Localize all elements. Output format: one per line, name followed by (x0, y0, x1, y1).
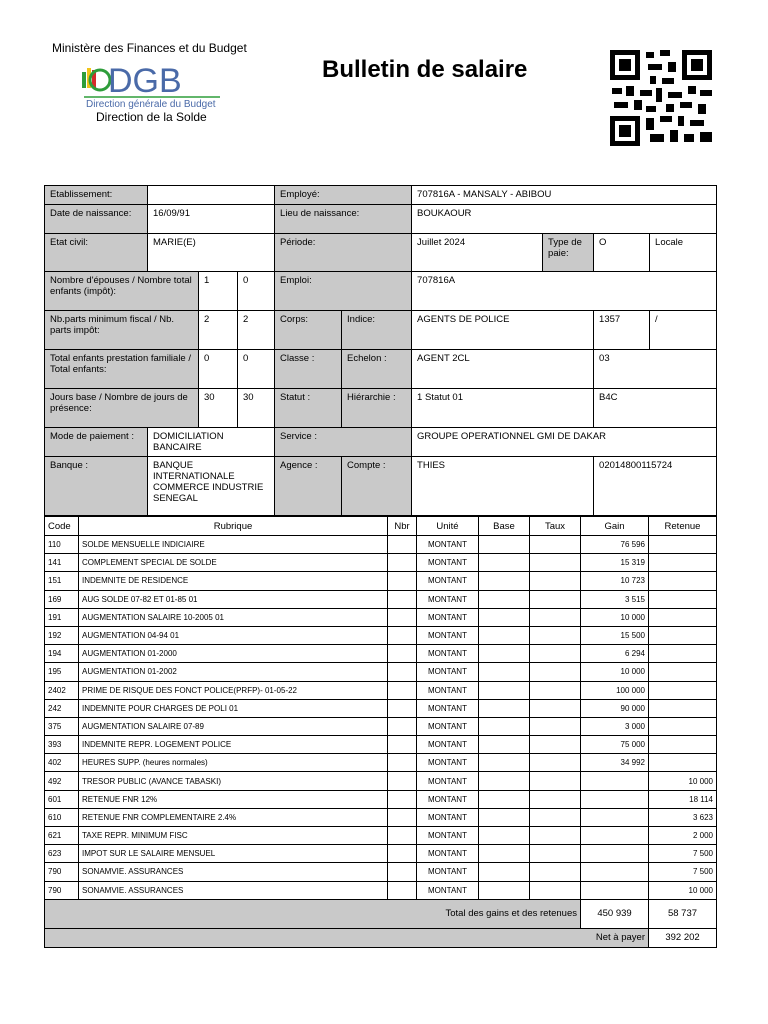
employe-value: 707816A - MANSALY - ABIBOU (412, 186, 717, 205)
line-retenue: 7 500 (649, 863, 717, 881)
line-gain (581, 881, 649, 899)
line-code: 492 (45, 772, 79, 790)
line-gain: 15 319 (581, 554, 649, 572)
line-code: 151 (45, 572, 79, 590)
type-paie-label: Type de paie: (543, 234, 594, 272)
line-base (479, 808, 530, 826)
line-code: 790 (45, 863, 79, 881)
line-retenue (649, 554, 717, 572)
line-retenue: 3 623 (649, 808, 717, 826)
line-nbr (388, 845, 417, 863)
line-nbr (388, 772, 417, 790)
line-code: 194 (45, 645, 79, 663)
line-unite: MONTANT (417, 590, 479, 608)
etat-civil-value: MARIE(E) (148, 234, 275, 272)
line-rubrique: AUGMENTATION 01-2002 (79, 663, 388, 681)
line-nbr (388, 626, 417, 644)
line-nbr (388, 572, 417, 590)
compte-value: 02014800115724 (594, 457, 717, 516)
logo-text: DGB (108, 62, 182, 100)
col-taux: Taux (530, 517, 581, 536)
line-code: 601 (45, 790, 79, 808)
ministry-name: Ministère des Finances et du Budget (52, 41, 247, 55)
col-unite: Unité (417, 517, 479, 536)
banque-value: BANQUE INTERNATIONALE COMMERCE INDUSTRIE SENEGAL (148, 457, 275, 516)
line-gain (581, 827, 649, 845)
jours-value-1: 30 (199, 389, 238, 428)
col-rubrique: Rubrique (79, 517, 388, 536)
col-base: Base (479, 517, 530, 536)
line-nbr (388, 536, 417, 554)
table-row (45, 590, 717, 608)
line-base (479, 863, 530, 881)
table-row (45, 808, 717, 826)
table-row (45, 626, 717, 644)
line-base (479, 717, 530, 735)
table-row (45, 881, 717, 899)
line-taux (530, 736, 581, 754)
line-retenue (649, 736, 717, 754)
type-paie-extra: Locale (650, 234, 717, 272)
line-nbr (388, 554, 417, 572)
lieu-value: BOUKAOUR (412, 205, 717, 234)
line-base (479, 536, 530, 554)
line-retenue (649, 663, 717, 681)
table-row (45, 717, 717, 735)
line-retenue (649, 590, 717, 608)
line-code: 790 (45, 881, 79, 899)
line-retenue (649, 572, 717, 590)
line-code: 110 (45, 536, 79, 554)
line-nbr (388, 681, 417, 699)
mode-paiement-label: Mode de paiement : (45, 428, 148, 457)
col-code: Code (45, 517, 79, 536)
emploi-label: Emploi: (275, 272, 412, 311)
line-unite: MONTANT (417, 608, 479, 626)
employe-label: Employé: (275, 186, 412, 205)
etat-civil-label: Etat civil: (45, 234, 148, 272)
line-nbr (388, 717, 417, 735)
table-row (45, 772, 717, 790)
etablissement-label: Etablissement: (45, 186, 148, 205)
line-gain: 3 000 (581, 717, 649, 735)
table-row (45, 827, 717, 845)
line-unite: MONTANT (417, 863, 479, 881)
line-base (479, 554, 530, 572)
dgb-logo (80, 60, 230, 110)
line-nbr (388, 881, 417, 899)
line-gain (581, 790, 649, 808)
line-gain: 75 000 (581, 736, 649, 754)
qr-code-icon (610, 50, 712, 146)
line-taux (530, 827, 581, 845)
net-value: 392 202 (649, 928, 717, 947)
line-code: 169 (45, 590, 79, 608)
jours-value-2: 30 (238, 389, 275, 428)
line-taux (530, 536, 581, 554)
line-nbr (388, 754, 417, 772)
line-taux (530, 754, 581, 772)
table-row (45, 736, 717, 754)
line-retenue (649, 626, 717, 644)
line-taux (530, 645, 581, 663)
emploi-value: 707816A (412, 272, 717, 311)
line-gain (581, 772, 649, 790)
corps-label: Corps: (275, 311, 342, 350)
line-unite: MONTANT (417, 827, 479, 845)
line-gain: 6 294 (581, 645, 649, 663)
line-code: 195 (45, 663, 79, 681)
line-unite: MONTANT (417, 845, 479, 863)
compte-label: Compte : (342, 457, 412, 516)
line-code: 393 (45, 736, 79, 754)
agence-value: THIES (412, 457, 594, 516)
line-gain: 10 000 (581, 608, 649, 626)
indice-value: 1357 (594, 311, 650, 350)
nbparts-value-1: 2 (199, 311, 238, 350)
line-rubrique: PRIME DE RISQUE DES FONCT POLICE(PRFP)- 01-05-22 (79, 681, 388, 699)
line-base (479, 754, 530, 772)
line-taux (530, 845, 581, 863)
banque-label: Banque : (45, 457, 148, 516)
line-nbr (388, 699, 417, 717)
periode-value: Juillet 2024 (412, 234, 543, 272)
line-rubrique: AUG SOLDE 07-82 ET 01-85 01 (79, 590, 388, 608)
line-rubrique: AUGMENTATION SALAIRE 07-89 (79, 717, 388, 735)
line-taux (530, 681, 581, 699)
net-label: Net à payer (45, 928, 649, 947)
service-value: GROUPE OPERATIONNEL GMI DE DAKAR (412, 428, 717, 457)
line-rubrique: RETENUE FNR 12% (79, 790, 388, 808)
line-base (479, 845, 530, 863)
total-retenue: 58 737 (649, 899, 717, 928)
line-taux (530, 699, 581, 717)
line-code: 402 (45, 754, 79, 772)
line-rubrique: AUGMENTATION 01-2000 (79, 645, 388, 663)
line-unite: MONTANT (417, 736, 479, 754)
line-nbr (388, 590, 417, 608)
dob-value: 16/09/91 (148, 205, 275, 234)
total-label: Total des gains et des retenues (45, 899, 581, 928)
line-rubrique: TAXE REPR. MINIMUM FISC (79, 827, 388, 845)
jours-label: Jours base / Nombre de jours de présence: (45, 389, 199, 428)
statut-label: Statut : (275, 389, 342, 428)
line-taux (530, 554, 581, 572)
line-retenue (649, 608, 717, 626)
epouses-value-2: 0 (238, 272, 275, 311)
line-unite: MONTANT (417, 717, 479, 735)
line-code: 2402 (45, 681, 79, 699)
statut-value: 1 Statut 01 (412, 389, 594, 428)
line-base (479, 881, 530, 899)
line-rubrique: RETENUE FNR COMPLEMENTAIRE 2.4% (79, 808, 388, 826)
line-rubrique: INDEMNITE DE RESIDENCE (79, 572, 388, 590)
line-rubrique: TRESOR PUBLIC (AVANCE TABASKI) (79, 772, 388, 790)
line-retenue (649, 699, 717, 717)
line-unite: MONTANT (417, 554, 479, 572)
line-base (479, 772, 530, 790)
line-unite: MONTANT (417, 536, 479, 554)
line-unite: MONTANT (417, 699, 479, 717)
line-gain: 10 723 (581, 572, 649, 590)
hierarchie-value: B4C (594, 389, 717, 428)
line-gain: 3 515 (581, 590, 649, 608)
col-retenue: Retenue (649, 517, 717, 536)
line-rubrique: IMPOT SUR LE SALAIRE MENSUEL (79, 845, 388, 863)
line-base (479, 590, 530, 608)
table-row (45, 536, 717, 554)
line-base (479, 699, 530, 717)
line-retenue: 10 000 (649, 772, 717, 790)
line-code: 191 (45, 608, 79, 626)
line-base (479, 790, 530, 808)
line-gain: 90 000 (581, 699, 649, 717)
line-rubrique: HEURES SUPP. (heures normales) (79, 754, 388, 772)
line-retenue: 7 500 (649, 845, 717, 863)
line-code: 375 (45, 717, 79, 735)
echelon-value: 03 (594, 350, 717, 389)
table-row (45, 645, 717, 663)
line-gain: 10 000 (581, 663, 649, 681)
line-unite: MONTANT (417, 626, 479, 644)
line-unite: MONTANT (417, 808, 479, 826)
line-nbr (388, 608, 417, 626)
epouses-label: Nombre d'épouses / Nombre total enfants (impôt): (45, 272, 199, 311)
line-rubrique: SONAMVIE. ASSURANCES (79, 881, 388, 899)
line-base (479, 626, 530, 644)
line-rubrique: AUGMENTATION 04-94 01 (79, 626, 388, 644)
line-nbr (388, 645, 417, 663)
line-nbr (388, 736, 417, 754)
line-rubrique: SONAMVIE. ASSURANCES (79, 863, 388, 881)
table-row (45, 699, 717, 717)
lieu-label: Lieu de naissance: (275, 205, 412, 234)
table-row (45, 608, 717, 626)
enfants-label: Total enfants prestation familiale / Total enfants: (45, 350, 199, 389)
line-rubrique: SOLDE MENSUELLE INDICIAIRE (79, 536, 388, 554)
nbparts-value-2: 2 (238, 311, 275, 350)
corps-value: AGENTS DE POLICE (412, 311, 594, 350)
line-gain: 15 500 (581, 626, 649, 644)
line-retenue (649, 681, 717, 699)
logo-subtitle: Direction générale du Budget (86, 99, 216, 110)
line-unite: MONTANT (417, 645, 479, 663)
line-rubrique: INDEMNITE REPR. LOGEMENT POLICE (79, 736, 388, 754)
line-unite: MONTANT (417, 754, 479, 772)
agence-label: Agence : (275, 457, 342, 516)
enfants-value-1: 0 (199, 350, 238, 389)
line-base (479, 681, 530, 699)
line-unite: MONTANT (417, 572, 479, 590)
line-code: 141 (45, 554, 79, 572)
line-base (479, 608, 530, 626)
line-base (479, 736, 530, 754)
line-base (479, 663, 530, 681)
line-retenue: 2 000 (649, 827, 717, 845)
service-label: Service : (275, 428, 412, 457)
line-taux (530, 590, 581, 608)
line-rubrique: COMPLEMENT SPECIAL DE SOLDE (79, 554, 388, 572)
classe-value: AGENT 2CL (412, 350, 594, 389)
hierarchie-label: Hiérarchie : (342, 389, 412, 428)
line-retenue (649, 754, 717, 772)
indice-extra: / (650, 311, 717, 350)
line-taux (530, 717, 581, 735)
line-base (479, 572, 530, 590)
line-taux (530, 626, 581, 644)
table-row (45, 863, 717, 881)
line-unite: MONTANT (417, 772, 479, 790)
col-nbr: Nbr (388, 517, 417, 536)
table-row (45, 681, 717, 699)
line-gain: 34 992 (581, 754, 649, 772)
etablissement-value (148, 186, 275, 205)
line-rubrique: AUGMENTATION SALAIRE 10-2005 01 (79, 608, 388, 626)
line-taux (530, 663, 581, 681)
nbparts-label: Nb.parts minimum fiscal / Nb. parts impôt: (45, 311, 199, 350)
line-gain (581, 845, 649, 863)
table-row (45, 572, 717, 590)
indice-label: Indice: (342, 311, 412, 350)
line-nbr (388, 863, 417, 881)
echelon-label: Echelon : (342, 350, 412, 389)
mode-paiement-value: DOMICILIATION BANCAIRE (148, 428, 275, 457)
line-code: 621 (45, 827, 79, 845)
total-gain: 450 939 (581, 899, 649, 928)
line-gain: 100 000 (581, 681, 649, 699)
line-gain (581, 863, 649, 881)
line-taux (530, 608, 581, 626)
direction-name: Direction de la Solde (96, 110, 207, 124)
line-taux (530, 881, 581, 899)
table-row (45, 845, 717, 863)
line-retenue: 18 114 (649, 790, 717, 808)
line-nbr (388, 663, 417, 681)
line-retenue (649, 536, 717, 554)
pay-lines-table (44, 516, 717, 948)
line-code: 610 (45, 808, 79, 826)
line-unite: MONTANT (417, 881, 479, 899)
line-nbr (388, 827, 417, 845)
employee-info-table (44, 185, 717, 516)
dob-label: Date de naissance: (45, 205, 148, 234)
line-taux (530, 772, 581, 790)
line-base (479, 827, 530, 845)
table-row (45, 554, 717, 572)
enfants-value-2: 0 (238, 350, 275, 389)
line-code: 242 (45, 699, 79, 717)
line-retenue (649, 717, 717, 735)
table-row (45, 663, 717, 681)
col-gain: Gain (581, 517, 649, 536)
page-title: Bulletin de salaire (322, 56, 528, 83)
line-taux (530, 790, 581, 808)
line-retenue (649, 645, 717, 663)
line-unite: MONTANT (417, 663, 479, 681)
line-gain: 76 596 (581, 536, 649, 554)
classe-label: Classe : (275, 350, 342, 389)
type-paie-value: O (594, 234, 650, 272)
line-rubrique: INDEMNITE POUR CHARGES DE POLI 01 (79, 699, 388, 717)
table-row (45, 754, 717, 772)
line-gain (581, 808, 649, 826)
line-retenue: 10 000 (649, 881, 717, 899)
line-nbr (388, 808, 417, 826)
line-taux (530, 863, 581, 881)
line-taux (530, 572, 581, 590)
line-code: 192 (45, 626, 79, 644)
line-unite: MONTANT (417, 790, 479, 808)
line-nbr (388, 790, 417, 808)
line-base (479, 645, 530, 663)
line-unite: MONTANT (417, 681, 479, 699)
epouses-value-1: 1 (199, 272, 238, 311)
line-code: 623 (45, 845, 79, 863)
table-row (45, 790, 717, 808)
line-taux (530, 808, 581, 826)
periode-label: Période: (275, 234, 412, 272)
